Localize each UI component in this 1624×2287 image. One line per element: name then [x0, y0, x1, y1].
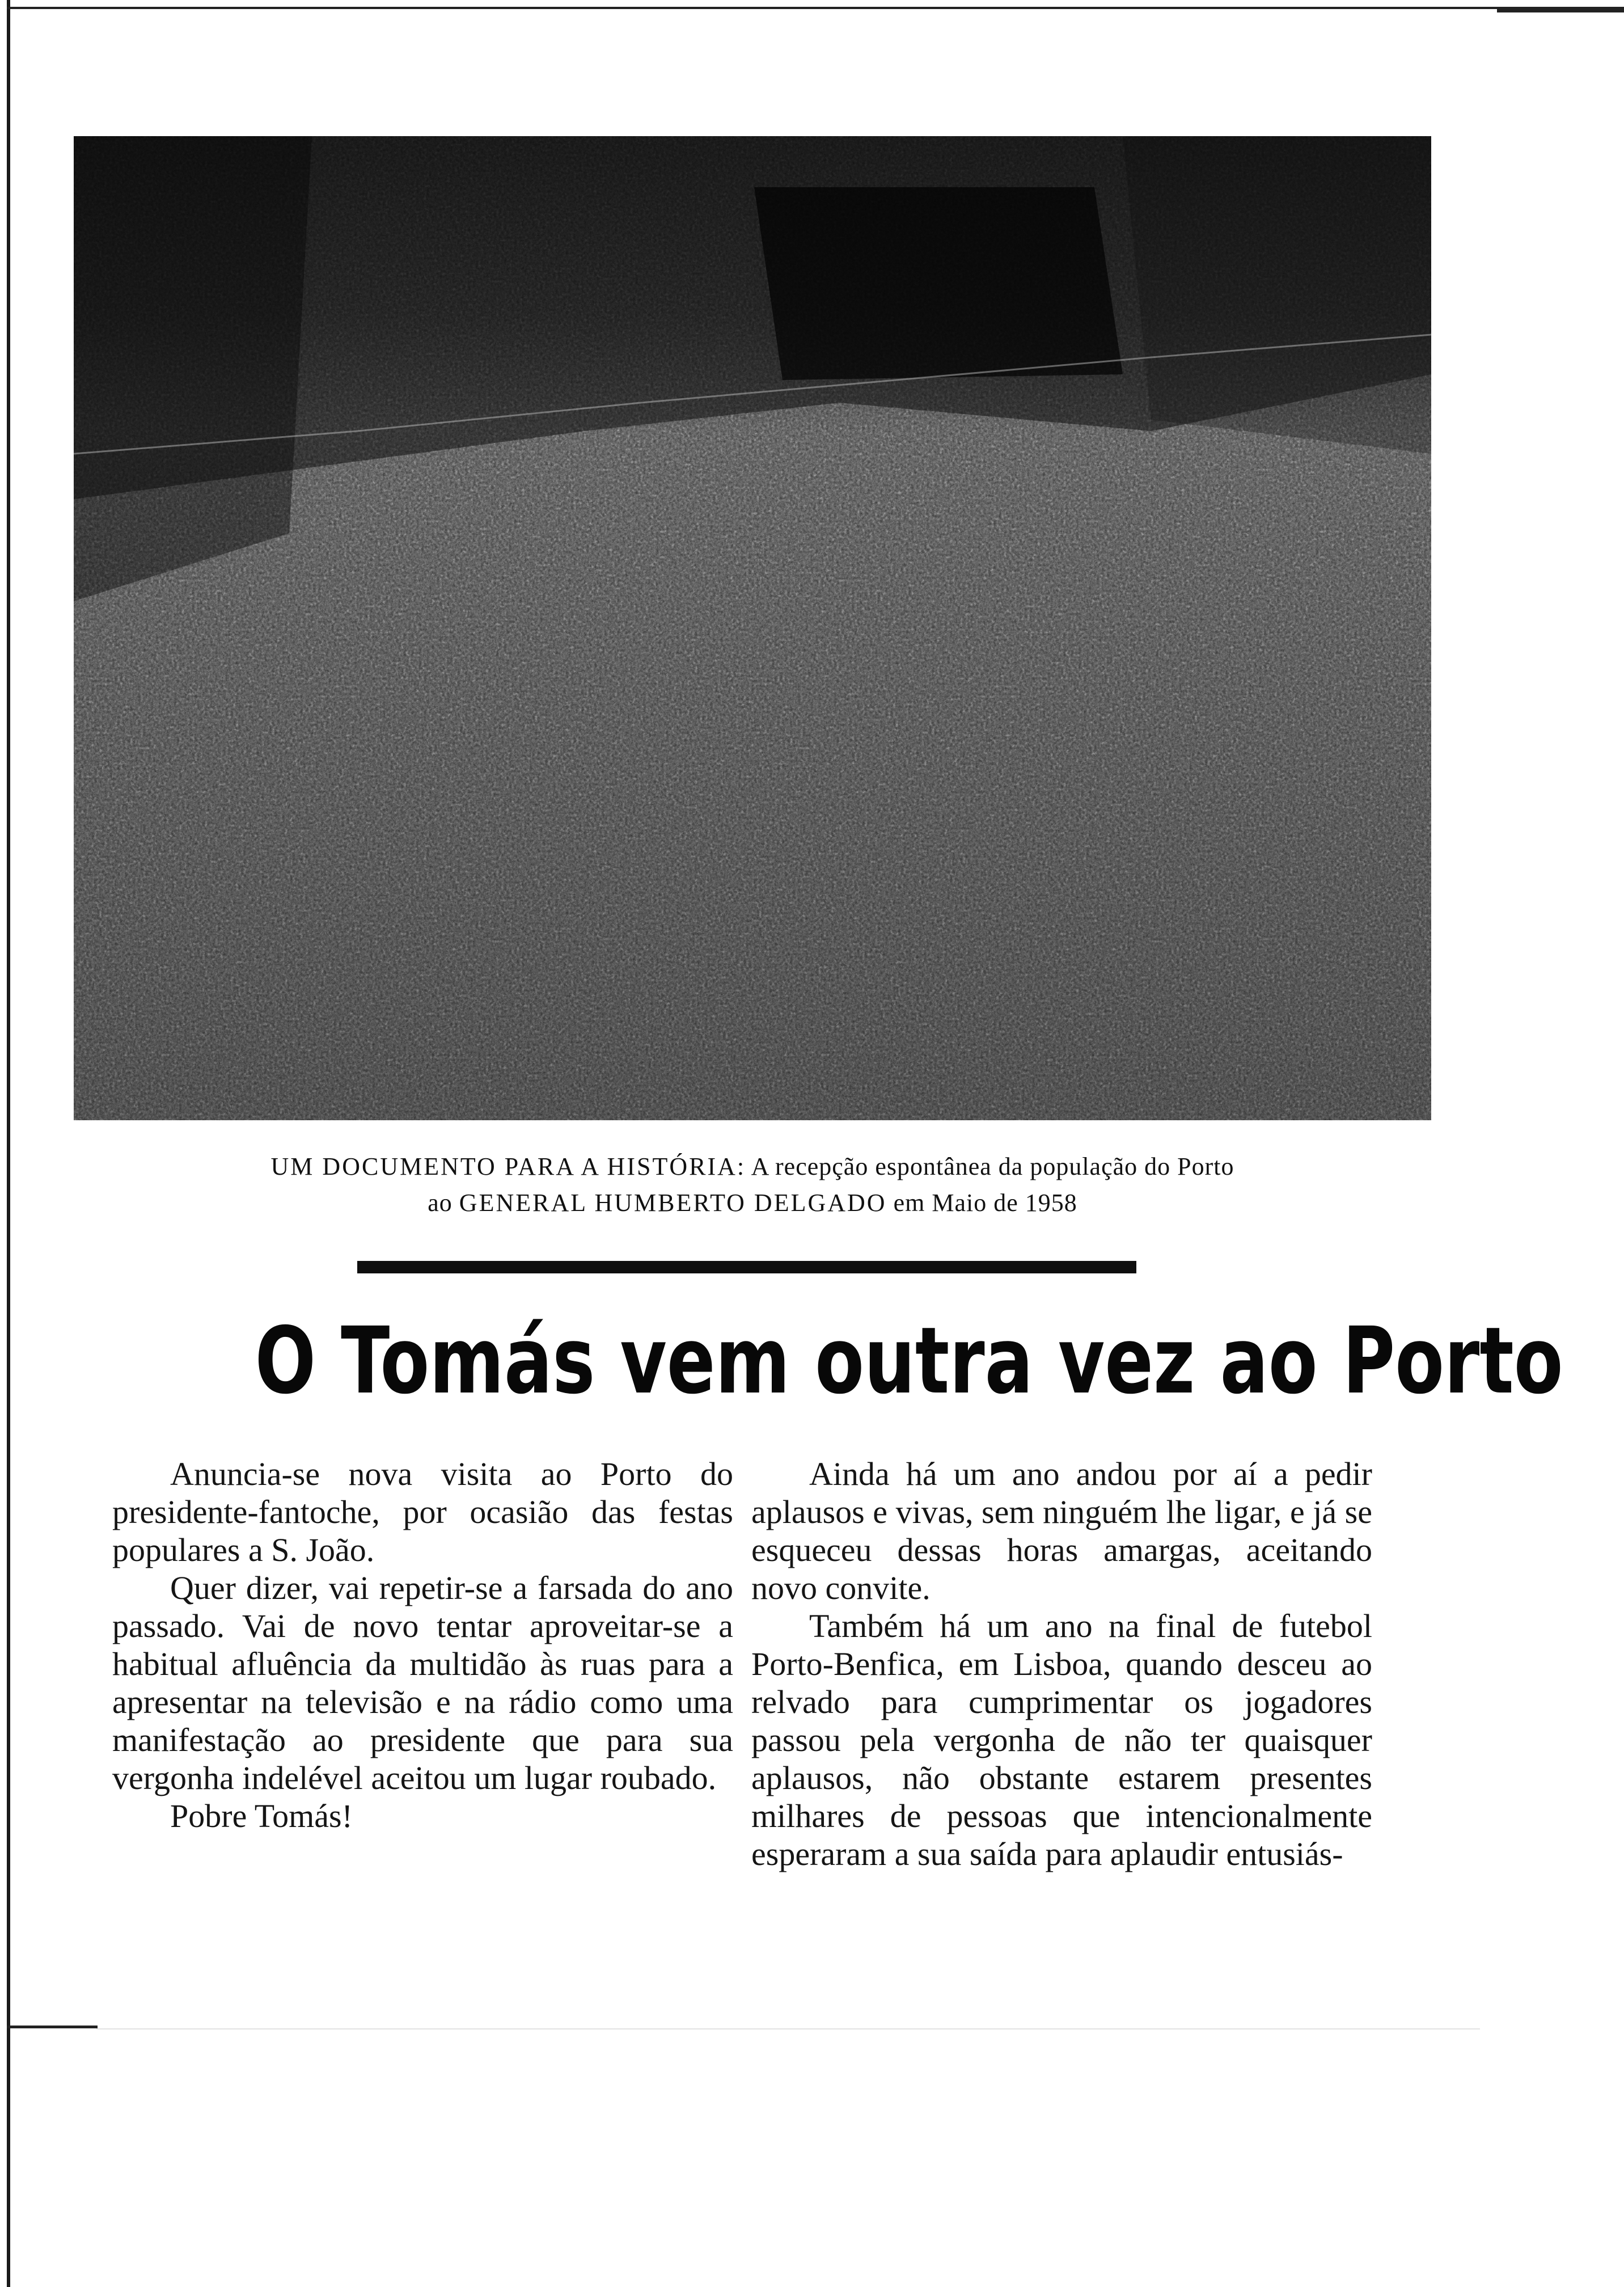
article-column-right	[751, 1455, 1372, 1873]
page-edge-top	[7, 7, 1624, 9]
crowd-photo	[74, 136, 1431, 1120]
article-headline: O Tomás vem outra vez ao Porto	[255, 1308, 1563, 1415]
page-edge-left	[7, 0, 10, 2287]
caption-line-1-rest: A recepção espontânea da população do Porto	[751, 1153, 1234, 1180]
crowd-photo-illustration	[74, 136, 1431, 1120]
caption-line-1	[74, 1149, 1431, 1185]
section-divider	[357, 1261, 1136, 1273]
right-paragraph-2: Também há um ano na final de futebol Porto-Benfica, em Lisboa, quando desceu ao relvado para cumprimentar os jogadores passou pela vergonha de não ter quaisquer aplausos, não obstante estarem presentes milhares de pessoas que intencionalmente esperaram a sua saída para aplaudir entusiás-	[751, 1607, 1372, 1872]
caption-line-2	[74, 1185, 1431, 1221]
page-edge-top-right	[1497, 8, 1624, 12]
photo-caption	[74, 1149, 1431, 1221]
caption-lead: UM DOCUMENTO PARA A HISTÓRIA:	[270, 1153, 746, 1180]
left-paragraph-3: Pobre Tomás!	[170, 1797, 353, 1834]
caption-line-2-prefix: ao	[428, 1189, 452, 1217]
caption-name: GENERAL HUMBERTO DELGADO	[459, 1189, 887, 1217]
caption-line-2-suffix: em Maio de 1958	[893, 1189, 1077, 1217]
scan-line-bottom	[96, 2028, 1480, 2029]
scan-mark-left	[7, 2026, 98, 2028]
left-paragraph-1: Anuncia-se nova visita ao Porto do presidente-fantoche, por ocasião das festas populares a S. João.	[112, 1455, 733, 1568]
left-paragraph-2: Quer dizer, vai repetir-se a farsada do ano passado. Vai de novo tentar aproveitar-se a habitual afluência da multidão às ruas para a apresentar na televisão e na rádio como uma manifestação ao presidente que para sua vergonha indelével aceitou um lugar roubado.	[112, 1569, 733, 1796]
article-column-left	[112, 1455, 733, 1835]
right-paragraph-1: Ainda há um ano andou por aí a pedir aplausos e vivas, sem ninguém lhe ligar, e já se esqueceu dessas horas amargas, aceitando novo convite.	[751, 1455, 1372, 1606]
